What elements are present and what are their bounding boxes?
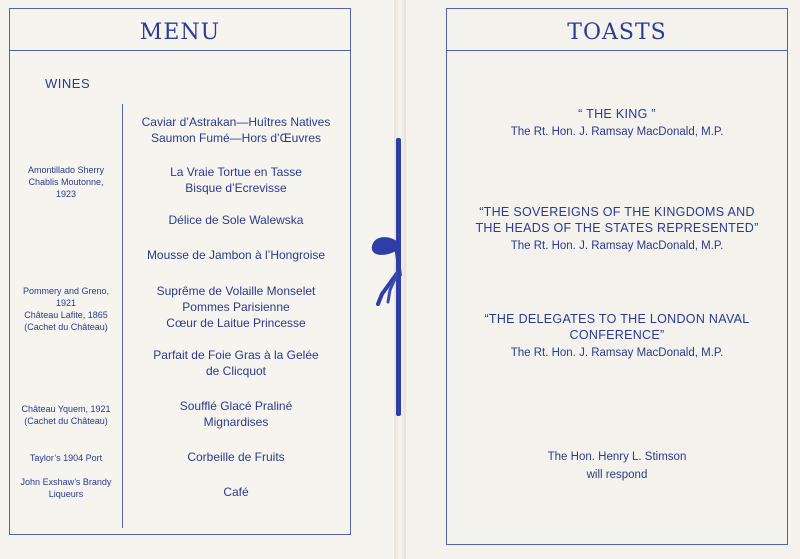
wine-group-1: Amontillado Sherry Chablis Moutonne, 1923 xyxy=(27,165,105,199)
toast-title: “ THE KING ” xyxy=(578,107,656,121)
wine-group-3: Château Yquem, 1921 (Cachet du Château) xyxy=(21,404,111,426)
toast-title: CONFERENCE” xyxy=(569,328,665,342)
menu-title-rule xyxy=(10,50,350,51)
toasts-title: TOASTS xyxy=(567,20,667,45)
toast-speaker: The Rt. Hon. J. Ramsay MacDonald, M.P. xyxy=(510,347,724,359)
menu-title: MENU xyxy=(139,20,221,45)
dish-course-1: Caviar d’Astrakan—Huîtres Natives Saumon Fumé—Hors d’Œuvres xyxy=(141,115,331,145)
toast-response: The Hon. Henry L. Stimson will respond xyxy=(547,451,687,481)
wine-group-4: Taylor’s 1904 Port xyxy=(29,453,103,463)
dish-course-4: Mousse de Jambon à l’Hongroise xyxy=(146,248,326,262)
dish-course-2: La Vraie Tortue en Tasse Bisque d’Ecrevisse xyxy=(170,165,302,195)
toast-title: “THE DELEGATES TO THE LONDON NAVAL xyxy=(484,312,750,326)
dish-course-7: Soufflé Glacé Praliné Mignardises xyxy=(179,399,293,429)
toast-speaker: The Rt. Hon. J. Ramsay MacDonald, M.P. xyxy=(510,126,724,138)
wine-group-5: John Exshaw’s Brandy Liqueurs xyxy=(20,477,112,499)
toasts-title-rule xyxy=(447,50,787,51)
dish-course-5: Suprême de Volaille Monselet Pommes Parisienne Cœur de Laitue Princesse xyxy=(156,284,316,330)
toast-title: THE HEADS OF THE STATES REPRESENTED” xyxy=(475,221,759,235)
toast-speaker: The Rt. Hon. J. Ramsay MacDonald, M.P. xyxy=(510,240,724,252)
toast-title: “THE SOVEREIGNS OF THE KINGDOMS AND xyxy=(479,205,755,219)
dish-course-3: Délice de Sole Walewska xyxy=(168,213,304,227)
dish-course-9: Café xyxy=(223,485,249,499)
toast-2 xyxy=(447,204,787,254)
toast-1 xyxy=(447,106,787,140)
dish-course-8: Corbeille de Fruits xyxy=(187,450,285,464)
dish-course-6: Parfait de Foie Gras à la Gelée de Clicquot xyxy=(153,348,319,378)
toast-3 xyxy=(447,311,787,361)
wines-heading: WINES xyxy=(45,76,91,91)
ribbon-bow-icon xyxy=(360,232,410,312)
menu-column-divider xyxy=(122,104,123,528)
wine-group-2: Pommery and Greno, 1921 Château Lafite, 1865 (Cachet du Château) xyxy=(22,286,110,332)
